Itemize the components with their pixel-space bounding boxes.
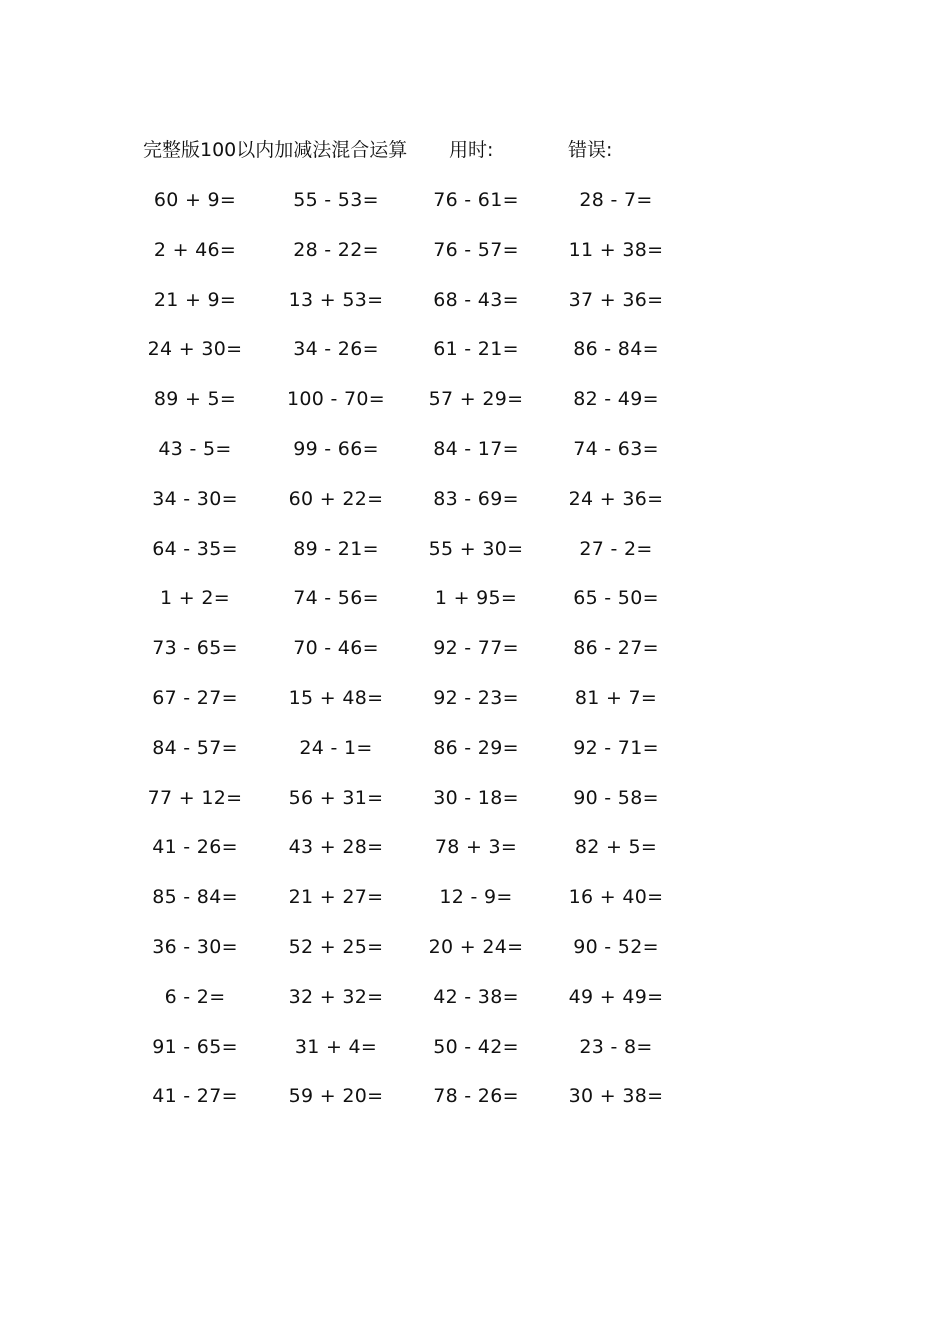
arithmetic-problem: 81 + 7=: [574, 686, 658, 709]
arithmetic-problem: 56 + 31=: [288, 786, 384, 809]
arithmetic-problem: 30 + 38=: [568, 1085, 664, 1108]
problem-row: [0, 434, 950, 484]
problem-row: [0, 783, 950, 833]
arithmetic-problem: 86 - 29=: [433, 736, 519, 759]
arithmetic-problem: 13 + 53=: [288, 288, 384, 311]
arithmetic-problem: 24 + 36=: [568, 487, 664, 510]
arithmetic-problem: 20 + 24=: [428, 935, 524, 958]
arithmetic-problem: 52 + 25=: [288, 935, 384, 958]
arithmetic-problem: 43 + 28=: [288, 836, 384, 859]
problem-row: [0, 484, 950, 534]
problem-row: [0, 285, 950, 335]
problem-row: [0, 384, 950, 434]
arithmetic-problem: 67 - 27=: [152, 686, 238, 709]
arithmetic-problem: 86 - 27=: [573, 637, 659, 660]
arithmetic-problem: 28 - 7=: [579, 189, 653, 211]
problem-row: [0, 1032, 950, 1082]
arithmetic-problem: 100 - 70=: [287, 388, 385, 411]
problem-row: [0, 633, 950, 683]
arithmetic-problem: 77 + 12=: [147, 786, 243, 809]
arithmetic-problem: 28 - 22=: [293, 238, 379, 261]
arithmetic-problem: 92 - 77=: [433, 637, 519, 660]
arithmetic-problem: 59 + 20=: [288, 1085, 384, 1108]
arithmetic-problem: 84 - 57=: [152, 736, 238, 759]
problem-grid: [0, 185, 950, 1131]
problem-row: [0, 534, 950, 584]
arithmetic-problem: 37 + 36=: [568, 288, 664, 311]
arithmetic-problem: 43 - 5=: [158, 437, 232, 460]
arithmetic-problem: 70 - 46=: [293, 637, 379, 660]
arithmetic-problem: 85 - 84=: [152, 886, 238, 909]
arithmetic-problem: 90 - 58=: [573, 786, 659, 809]
arithmetic-problem: 21 + 9=: [153, 288, 237, 311]
arithmetic-problem: 32 + 32=: [288, 985, 384, 1008]
arithmetic-problem: 78 + 3=: [434, 836, 518, 859]
time-label: 用时:: [449, 139, 494, 161]
problem-row: [0, 832, 950, 882]
problem-row: [0, 882, 950, 932]
arithmetic-problem: 55 + 30=: [428, 537, 524, 560]
arithmetic-problem: 82 - 49=: [573, 388, 659, 411]
arithmetic-problem: 50 - 42=: [433, 1035, 519, 1058]
arithmetic-problem: 41 - 27=: [152, 1085, 238, 1108]
arithmetic-problem: 23 - 8=: [579, 1035, 653, 1058]
arithmetic-problem: 1 + 2=: [160, 587, 230, 610]
arithmetic-problem: 21 + 27=: [288, 886, 384, 909]
problem-row: [0, 1081, 950, 1131]
arithmetic-problem: 74 - 63=: [573, 437, 659, 460]
arithmetic-problem: 76 - 61=: [433, 189, 519, 211]
arithmetic-problem: 41 - 26=: [152, 836, 238, 859]
problem-row: [0, 235, 950, 285]
arithmetic-problem: 11 + 38=: [568, 238, 664, 261]
arithmetic-problem: 84 - 17=: [433, 437, 519, 460]
arithmetic-problem: 2 + 46=: [153, 238, 237, 261]
errors-label: 错误:: [568, 139, 613, 161]
arithmetic-problem: 27 - 2=: [579, 537, 653, 560]
arithmetic-problem: 76 - 57=: [433, 238, 519, 261]
arithmetic-problem: 92 - 71=: [573, 736, 659, 759]
problem-row: [0, 185, 950, 235]
arithmetic-problem: 73 - 65=: [152, 637, 238, 660]
arithmetic-problem: 68 - 43=: [433, 288, 519, 311]
arithmetic-problem: 6 - 2=: [164, 985, 226, 1008]
arithmetic-problem: 89 - 21=: [293, 537, 379, 560]
arithmetic-problem: 55 - 53=: [293, 189, 379, 211]
problem-row: [0, 683, 950, 733]
arithmetic-problem: 60 + 9=: [153, 189, 237, 211]
problem-row: [0, 982, 950, 1032]
worksheet-header: [143, 136, 703, 164]
arithmetic-problem: 49 + 49=: [568, 985, 664, 1008]
arithmetic-problem: 24 + 30=: [147, 338, 243, 361]
arithmetic-problem: 78 - 26=: [433, 1085, 519, 1108]
arithmetic-problem: 91 - 65=: [152, 1035, 238, 1058]
arithmetic-problem: 90 - 52=: [573, 935, 659, 958]
worksheet-title: 完整版100以内加减法混合运算: [143, 139, 408, 161]
problem-row: [0, 334, 950, 384]
arithmetic-problem: 24 - 1=: [299, 736, 373, 759]
problem-row: [0, 932, 950, 982]
arithmetic-problem: 36 - 30=: [152, 935, 238, 958]
arithmetic-problem: 86 - 84=: [573, 338, 659, 361]
arithmetic-problem: 30 - 18=: [433, 786, 519, 809]
arithmetic-problem: 16 + 40=: [568, 886, 664, 909]
arithmetic-problem: 1 + 95=: [434, 587, 518, 610]
arithmetic-problem: 99 - 66=: [293, 437, 379, 460]
arithmetic-problem: 42 - 38=: [433, 985, 519, 1008]
arithmetic-problem: 74 - 56=: [293, 587, 379, 610]
problem-row: [0, 733, 950, 783]
arithmetic-problem: 57 + 29=: [428, 388, 524, 411]
arithmetic-problem: 64 - 35=: [152, 537, 238, 560]
arithmetic-problem: 31 + 4=: [294, 1035, 378, 1058]
arithmetic-problem: 34 - 30=: [152, 487, 238, 510]
arithmetic-problem: 15 + 48=: [288, 686, 384, 709]
arithmetic-problem: 34 - 26=: [293, 338, 379, 361]
arithmetic-problem: 61 - 21=: [433, 338, 519, 361]
arithmetic-problem: 83 - 69=: [433, 487, 519, 510]
arithmetic-problem: 92 - 23=: [433, 686, 519, 709]
problem-row: [0, 583, 950, 633]
arithmetic-problem: 60 + 22=: [288, 487, 384, 510]
arithmetic-problem: 65 - 50=: [573, 587, 659, 610]
arithmetic-problem: 82 + 5=: [574, 836, 658, 859]
arithmetic-problem: 89 + 5=: [153, 388, 237, 411]
arithmetic-problem: 12 - 9=: [439, 886, 513, 909]
